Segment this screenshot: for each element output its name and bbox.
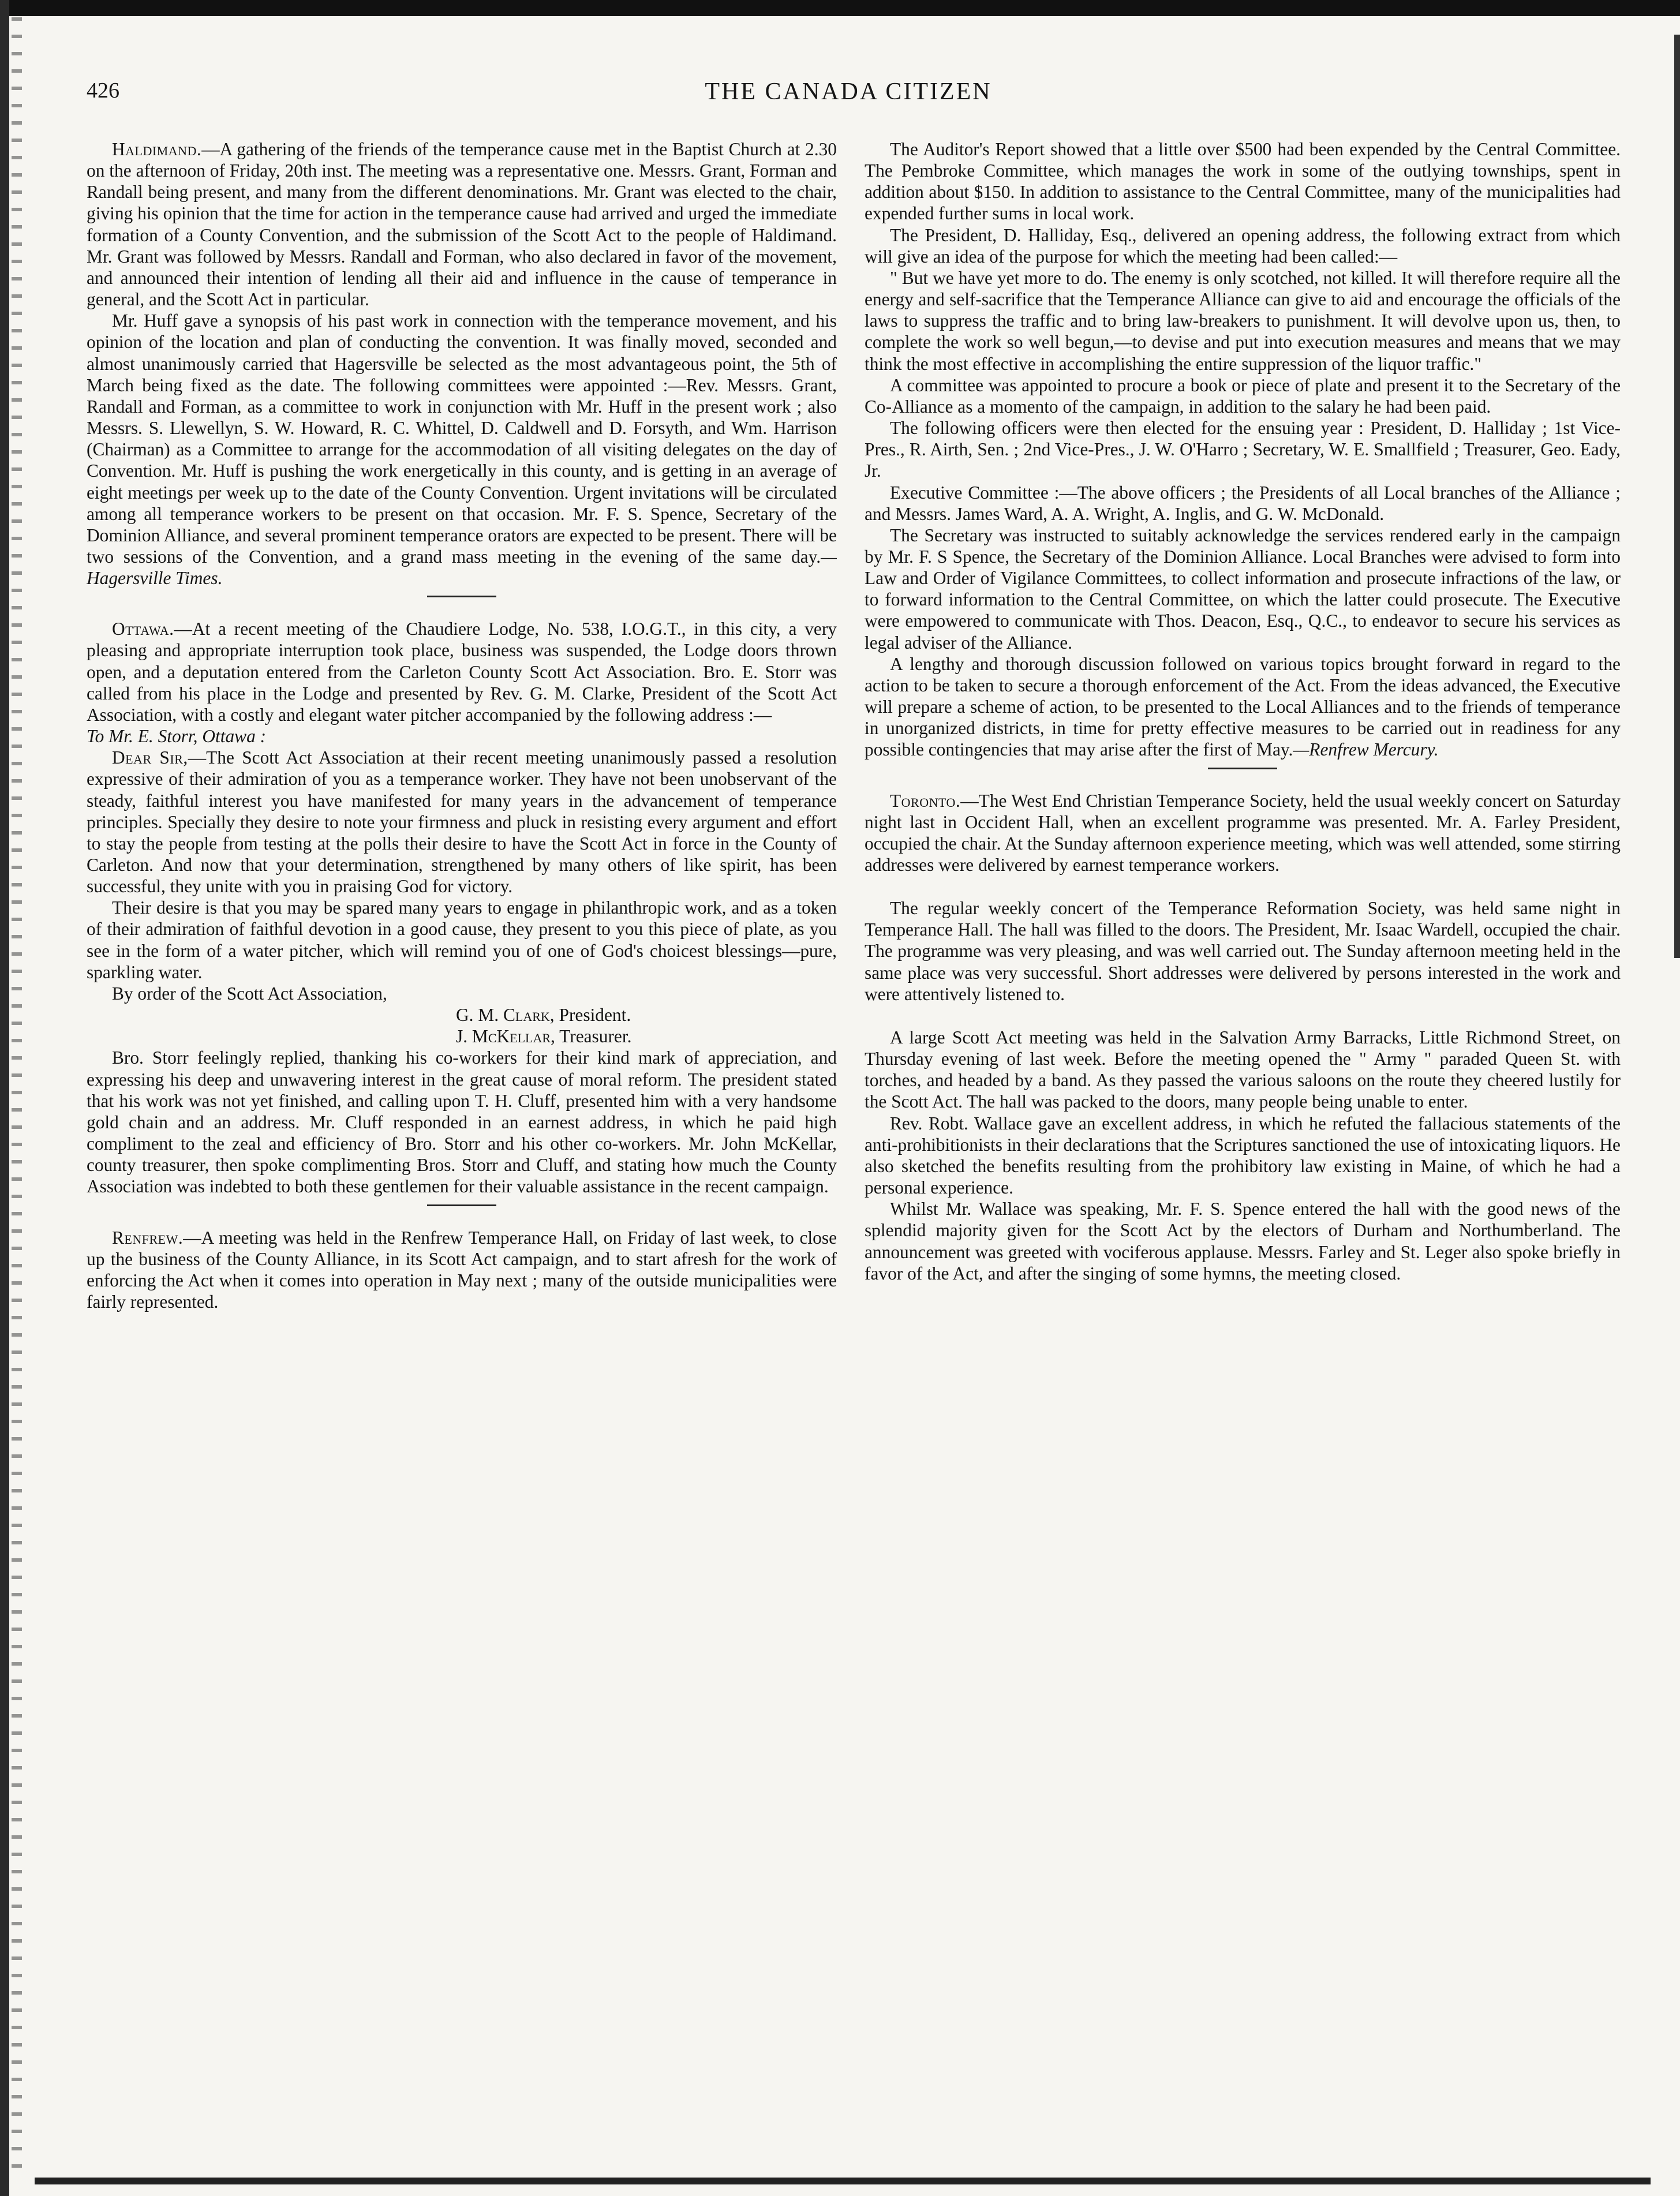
address-salutation: To Mr. E. Storr, Ottawa : xyxy=(87,726,267,747)
right-column xyxy=(865,139,1621,2101)
paragraph: Executive Committee :—The above officers ; the Presidents of all Local branches of the Alliance ; and Messrs. James Ward, A. A. Wright, A. Inglis, and G. W. McDonald. xyxy=(865,482,1621,524)
section-divider xyxy=(427,596,496,597)
section-divider xyxy=(1208,768,1277,769)
paragraph: Their desire is that you may be spared many years to engage in philanthropic work, and as a token of their admiration of faithful devotion in a good cause, they present to you this piece of plate, as you see in the form of a water pitcher, which will remind you of one of God's choicest blessings—pure, sparkling water. xyxy=(87,897,837,982)
paragraph: Toronto.—The West End Christian Temperance Society, held the usual weekly concert on Saturday night last in Occident Hall, when an excellent programme was presented. Mr. A. Farley President, occupied the chair. At the Sunday afternoon experience meeting, which was well attended, some stirring addresses were delivered by earnest temperance workers. xyxy=(865,790,1621,875)
salutation-lead: Dear Sir, xyxy=(111,747,188,768)
paragraph: Ottawa.—At a recent meeting of the Chaudiere Lodge, No. 538, I.O.G.T., in this city, a very pleasing and appropriate interruption took place, business was suspended, the Lodge doors thrown open, and a deputation entered from the Carleton County Scott Act Association. Bro. E. Storr was called from his place in the Lodge and presented by Rev. G. M. Clarke, President of the Scott Act Association, with a costly and elegant water pitcher accompanied by the following address :— xyxy=(87,619,837,725)
paragraph: Haldimand.—A gathering of the friends of the temperance cause met in the Baptist Church at 2.30 on the afternoon of Friday, 20th inst. The meeting was a representative one. Messrs. Grant, Forman and Randall being present, and many from the different denominations. Mr. Grant was elected to the chair, giving his opinion that the time for action in the temperance cause had arrived and urged the immediate formation of a County Convention, and the submission of the Scott Act to the people of Haldimand. Mr. Grant was followed by Messrs. Randall and Forman, who also declared in favor of the movement, and announced their intention of lending all their aid and influence in the cause of temperance in general, and the Scott Act in particular. xyxy=(87,139,837,310)
article-renfrew xyxy=(87,1227,837,1313)
top-border xyxy=(0,0,1680,16)
paragraph: Dear Sir,—The Scott Act Association at their recent meeting unanimously passed a resolution expressive of their admiration of you as a temperance worker. They have not been unobservant of the steady, faithful interest you have manifested for many years in the advancement of temperance principles. Specially they desire to note your firmness and pluck in resisting every argument and effort to stay the people from testing at the polls their desire to have the Scott Act in force in the County of Carleton. And now that your determination, strengthened by many others of like spirit, has been successful, they unite with you in praising God for victory. xyxy=(87,747,837,897)
article-lead: Renfrew. xyxy=(111,1227,184,1248)
article-renfrew-continued xyxy=(865,139,1621,761)
left-column xyxy=(87,139,837,2101)
signature-line: G. M. Clark, President. xyxy=(456,1005,631,1026)
article-ottawa xyxy=(87,618,837,1197)
paragraph: Mr. Huff gave a synopsis of his past work in connection with the temperance movement, and his opinion of the location and plan of conducting the convention. It was finally moved, seconded and almost unanimously carried that Hagersville be selected as the most advantageous point, the 5th of March being fixed as the date. The following committees were appointed :—Rev. Messrs. Grant, Randall and Forman, as a committee to work in conjunction with Mr. Huff in the present work ; also Messrs. S. Llewellyn, S. W. Howard, R. C. Whittel, D. Caldwell and D. Forsyth, and Wm. Harrison (Chairman) as a Committee to arrange for the accommodation of all visiting delegates on the day of Convention. Mr. Huff is pushing the work energetically in this county, and is getting in an average of eight meetings per week up to the date of the County Convention. Urgent invitations will be circulated among all temperance workers to be present on that occasion. Mr. F. S. Spence, Secretary of the Dominion Alliance, and several prominent temperance orators are expected to be present. There will be two sessions of the Convention, and a grand mass meeting in the evening of the same day.—Hagersville Times. xyxy=(87,310,837,589)
source-credit: —Renfrew Mercury. xyxy=(1293,739,1439,760)
left-scan-edge xyxy=(0,0,9,2196)
article-haldimand xyxy=(87,139,837,589)
paragraph: A large Scott Act meeting was held in the Salvation Army Barracks, Little Richmond Street, on Thursday evening of last week. Before the meeting opened the " Army " paraded Queen St. with torches, and headed by a band. As they passed the various saloons on the route they cheered lustily for the Scott Act. The hall was packed to the doors, many people being unable to enter. xyxy=(865,1027,1621,1112)
paragraph: Rev. Robt. Wallace gave an excellent address, in which he refuted the fallacious statements of the anti-prohibitionists in their declarations that the Scriptures sanctioned the use of intoxicating liquors. He also sketched the benefits resulting from the prohibitory law existing in Maine, of which he had a personal experience. xyxy=(865,1113,1621,1198)
article-lead: Toronto. xyxy=(889,790,961,811)
section-divider xyxy=(427,1204,496,1206)
paragraph-spacer xyxy=(865,876,1621,897)
paragraph-spacer xyxy=(865,1005,1621,1027)
binding-margin xyxy=(12,17,22,2182)
paragraph: A committee was appointed to procure a book or piece of plate and present it to the Secretary of the Co-Alliance as a momento of the campaign, in addition to the salary he had been paid. xyxy=(865,375,1621,417)
source-credit: —Hagersville Times. xyxy=(87,546,837,589)
article-lead: Haldimand. xyxy=(111,139,202,159)
paragraph: The Auditor's Report showed that a little over $500 had been expended by the Central Committee. The Pembroke Committee, which manages the work in some of the outlying townships, spent in addition about $150. In addition to assistance to the Central Committee, many of the municipalities had expended further sums in local work. xyxy=(865,139,1621,224)
masthead-title: THE CANADA CITIZEN xyxy=(705,78,992,105)
quoted-address: " But we have yet more to do. The enemy is only scotched, not killed. It will therefore require all the energy and self-sacrifice that the Temperance Alliance can give to aid and encourage the officials of the laws to suppress the traffic and to bring law-breakers to punishment. It will devolve upon us, then, to complete the work so well begun,—to devise and put into execution measures and means that we may think the most effective in accomplishing the entire suppression of the liquor traffic." xyxy=(865,267,1621,374)
paragraph: The following officers were then elected for the ensuing year : President, D. Halliday ; 1st Vice-Pres., R. Airth, Sen. ; 2nd Vice-Pres., J. W. O'Harro ; Secretary, W. E. Smallfield ; Treasurer, Geo. Eady, Jr. xyxy=(865,418,1621,481)
paragraph: Bro. Storr feelingly replied, thanking his co-workers for their kind mark of appreciation, and expressing his deep and unwavering interest in the great cause of moral reform. The president stated that his work was not yet finished, and calling upon T. H. Cluff, presented him with a very handsome gold chain and an address. Mr. Cluff responded in an earnest address, in which he paid high compliment to the zeal and efficiency of Bro. Storr and his other co-workers. Mr. John McKellar, county treasurer, then spoke complimenting Bros. Storr and Cluff, and stating how much the County Association was indebted to both these gentlemen for their valuable assistance in the recent campaign. xyxy=(87,1048,837,1197)
bottom-border xyxy=(35,2178,1651,2184)
article-toronto xyxy=(865,790,1621,1284)
page-number: 426 xyxy=(87,78,119,103)
paragraph: The President, D. Halliday, Esq., delivered an opening address, the following extract from which will give an idea of the purpose for which the meeting had been called:— xyxy=(865,225,1621,267)
article-lead: Ottawa. xyxy=(111,619,174,639)
paragraph: Whilst Mr. Wallace was speaking, Mr. F. S. Spence entered the hall with the good news of the splendid majority given for the Scott Act by the electors of Durham and Northumberland. The announcement was greeted with vociferous applause. Messrs. Farley and St. Leger also spoke briefly in favor of the Act, and after the singing of some hymns, the meeting closed. xyxy=(865,1199,1621,1284)
signature-line: J. McKellar, Treasurer. xyxy=(456,1026,632,1047)
paragraph: The Secretary was instructed to suitably acknowledge the services rendered early in the campaign by Mr. F. S Spence, the Secretary of the Dominion Alliance. Local Branches were advised to form into Law and Order of Vigilance Committees, to collect information and prosecute infractions of the law, or to forward information to the Central Committee, on which the latter could prosecute. The Executive were empowered to communicate with Thos. Deacon, Esq., Q.C., to endeavor to secure his services as legal adviser of the Alliance. xyxy=(865,525,1621,653)
paragraph: The regular weekly concert of the Temperance Reformation Society, was held same night in Temperance Hall. The hall was filled to the doors. The President, Mr. Isaac Wardell, occupied the chair. The programme was very pleasing, and was well carried out. The Sunday afternoon meeting held in the same place was very successful. Short addresses were delivered by persons interested in the work and were attentively listened to. xyxy=(865,898,1621,1004)
right-scan-edge xyxy=(1674,35,1680,958)
paragraph: A lengthy and thorough discussion followed on various topics brought forward in regard to the action to be taken to secure a thorough enforcement of the Act. From the ideas advanced, the Executive will prepare a scheme of action, to be presented to the Local Alliances and to the friends of temperance in unorganized districts, in time for pretty effective measures to be carried out in readiness for any possible contingencies that may arise after the first of May.—Renfrew Mercury. xyxy=(865,653,1621,760)
paragraph: Renfrew.—A meeting was held in the Renfrew Temperance Hall, on Friday of last week, to close up the business of the County Alliance, in its Scott Act campaign, and to start afresh for the work of enforcing the Act when it comes into operation in May next ; many of the outside municipalities were fairly represented. xyxy=(87,1227,837,1312)
page-header xyxy=(87,78,1610,113)
paragraph: By order of the Scott Act Association, xyxy=(111,983,387,1004)
